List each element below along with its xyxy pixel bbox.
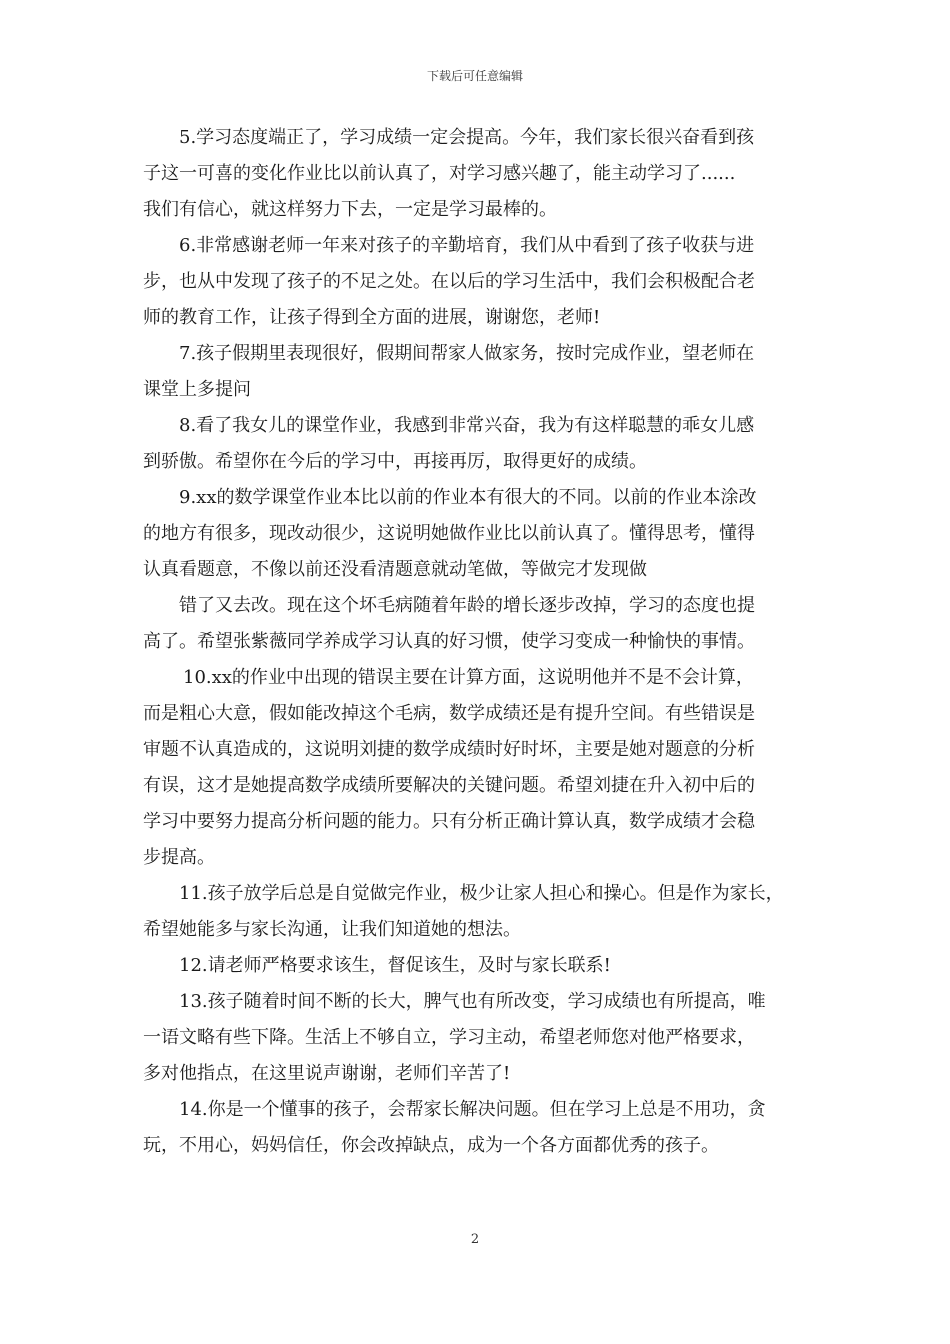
text-line: 11.孩子放学后总是自觉做完作业，极少让家人担心和操心。但是作为家长，: [179, 883, 784, 904]
text-line: 步，也从中发现了孩子的不足之处。在以后的学习生活中，我们会积极配合老: [143, 271, 755, 292]
text-line: 10.xx的作业中出现的错误主要在计算方面，这说明他并不是不会计算，: [183, 667, 754, 688]
text-line: 7.孩子假期里表现很好，假期间帮家人做家务，按时完成作业，望老师在: [179, 343, 755, 364]
text-line: 的地方有很多，现改动很少，这说明她做作业比以前认真了。懂得思考，懂得: [143, 523, 755, 544]
text-line: 师的教育工作，让孩子得到全方面的进展，谢谢您，老师!: [143, 307, 601, 328]
text-line: 多对他指点，在这里说声谢谢，老师们辛苦了!: [143, 1063, 511, 1084]
text-line: 一语文略有些下降。生活上不够自立，学习主动，希望老师您对他严格要求，: [143, 1027, 755, 1048]
text-line: 9.xx的数学课堂作业本比以前的作业本有很大的不同。以前的作业本涂改: [179, 487, 757, 508]
text-line: 步提高。: [143, 847, 215, 868]
text-line: 5.学习态度端正了，学习成绩一定会提高。今年，我们家长很兴奋看到孩: [179, 127, 755, 148]
page-header: 下载后可任意编辑: [426, 69, 523, 83]
text-line: 13.孩子随着时间不断的长大，脾气也有所改变，学习成绩也有所提高，唯: [179, 991, 766, 1012]
text-line: 希望她能多与家长沟通，让我们知道她的想法。: [143, 919, 521, 940]
text-line: 14.你是一个懂事的孩子，会帮家长解决问题。但在学习上总是不用功，贪: [179, 1099, 766, 1120]
text-line: 认真看题意，不像以前还没看清题意就动笔做，等做完才发现做: [143, 559, 647, 580]
text-line: 到骄傲。希望你在今后的学习中，再接再厉，取得更好的成绩。: [143, 451, 647, 472]
text-line: 课堂上多提问: [143, 379, 251, 400]
text-line: 我们有信心，就这样努力下去，一定是学习最棒的。: [143, 199, 557, 220]
text-line: 玩，不用心，妈妈信任，你会改掉缺点，成为一个各方面都优秀的孩子。: [143, 1135, 719, 1156]
text-line: 有误，这才是她提高数学成绩所要解决的关键问题。希望刘捷在升入初中后的: [143, 775, 755, 796]
text-line: 错了又去改。现在这个坏毛病随着年龄的增长逐步改掉，学习的态度也提: [179, 595, 755, 616]
text-line: 高了。希望张紫薇同学养成学习认真的好习惯，使学习变成一种愉快的事情。: [143, 631, 755, 652]
text-line: 学习中要努力提高分析问题的能力。只有分析正确计算认真，数学成绩才会稳: [143, 811, 755, 832]
text-line: 8.看了我女儿的课堂作业，我感到非常兴奋，我为有这样聪慧的乖女儿感: [179, 415, 755, 436]
text-line: 而是粗心大意，假如能改掉这个毛病，数学成绩还是有提升空间。有些错误是: [143, 703, 755, 724]
text-line: 审题不认真造成的，这说明刘捷的数学成绩时好时坏，主要是她对题意的分析: [143, 739, 755, 760]
text-line: 子这一可喜的变化作业比以前认真了，对学习感兴趣了，能主动学习了......: [143, 163, 736, 184]
text-line: 6.非常感谢老师一年来对孩子的辛勤培育，我们从中看到了孩子收获与进: [179, 235, 755, 256]
text-line: 12.请老师严格要求该生，督促该生，及时与家长联系!: [179, 955, 611, 976]
document-body: [143, 120, 815, 1164]
page-number: 2: [470, 1232, 480, 1247]
